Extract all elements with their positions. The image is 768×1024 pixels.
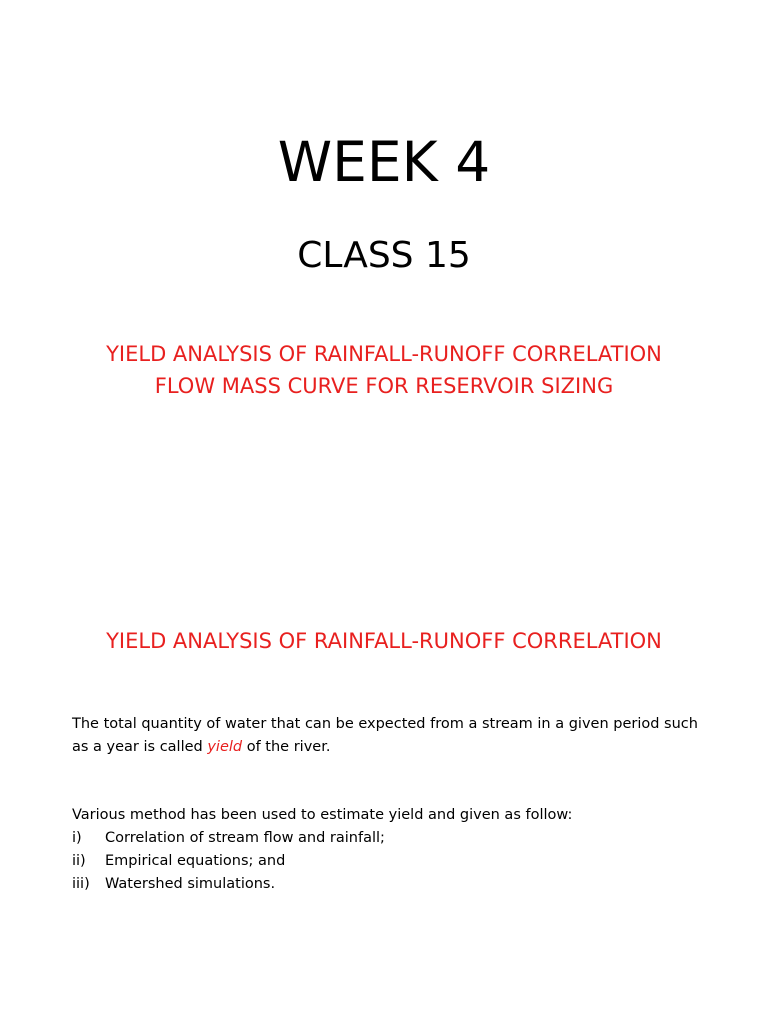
definition-text-after: of the river. <box>242 739 331 755</box>
methods-list <box>72 827 712 896</box>
list-item-text: Empirical equations; and <box>105 853 286 869</box>
yield-term: yield <box>207 739 243 755</box>
subtitle-line-2: FLOW MASS CURVE FOR RESERVOIR SIZING <box>154 374 614 398</box>
yield-definition-paragraph <box>72 713 712 759</box>
list-marker: iii) <box>72 876 90 892</box>
week-title: WEEK 4 <box>277 130 491 194</box>
list-marker: i) <box>72 830 82 846</box>
section-heading: YIELD ANALYSIS OF RAINFALL-RUNOFF CORRELATION <box>106 629 662 653</box>
list-item-text: Correlation of stream flow and rainfall; <box>105 830 385 846</box>
methods-block <box>72 804 712 896</box>
subtitle-line-1: YIELD ANALYSIS OF RAINFALL-RUNOFF CORRELATION <box>106 342 662 366</box>
list-item <box>72 873 712 896</box>
slide-yield-analysis <box>0 512 768 1024</box>
class-title: CLASS 15 <box>297 235 471 276</box>
topic-subtitle <box>0 338 768 402</box>
list-item <box>72 827 712 850</box>
list-marker: ii) <box>72 853 86 869</box>
list-item-text: Watershed simulations. <box>105 876 276 892</box>
definition-text-before: The total quantity of water that can be expected from a stream in a given period such as a year is called <box>72 716 698 755</box>
list-item <box>72 850 712 873</box>
methods-intro: Various method has been used to estimate yield and given as follow: <box>72 807 573 823</box>
